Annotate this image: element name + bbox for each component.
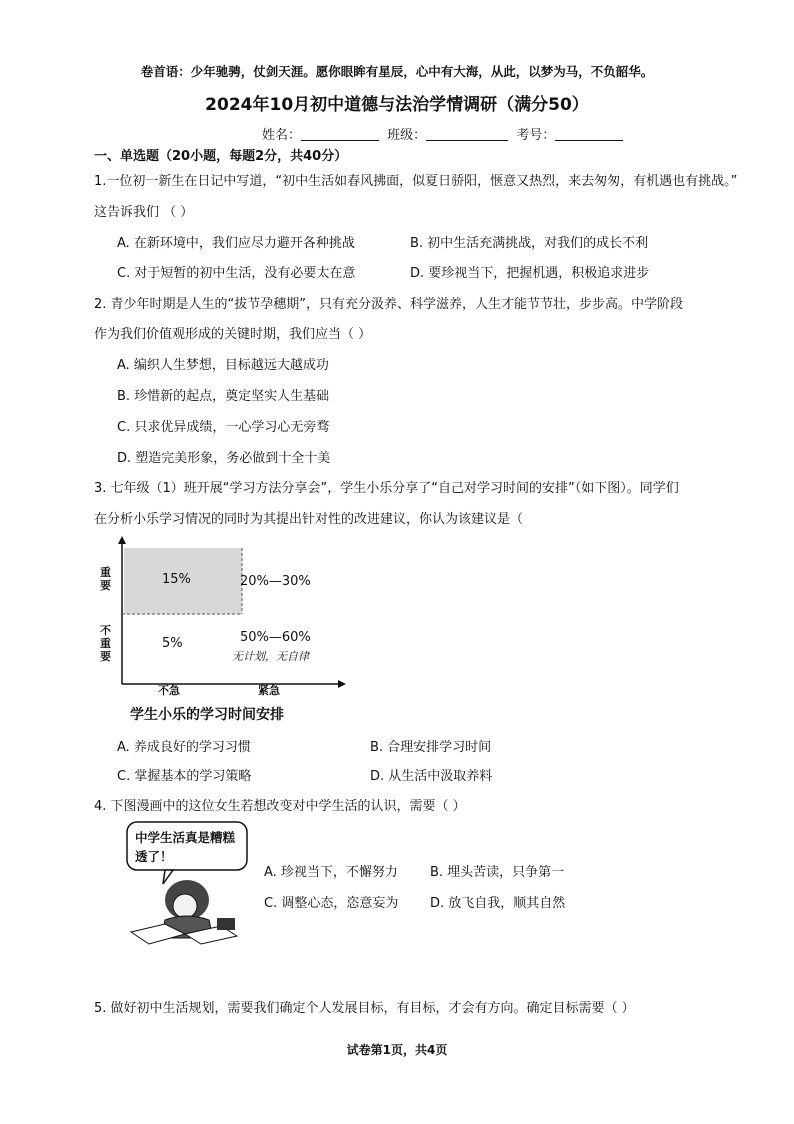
question-3-option-c: C. 掌握基本的学习策略: [117, 769, 252, 784]
y-label-important: 重要: [100, 566, 111, 592]
exam-no-blank[interactable]: [555, 128, 623, 141]
question-3-option-d: D. 从生活中汲取养料: [370, 769, 493, 784]
exam-no-label: 考号：: [516, 128, 556, 143]
x-label-not-urgent: 不急: [158, 684, 180, 697]
question-1-option-d: D. 要珍视当下，把握机遇，积极追求进步: [410, 266, 650, 281]
question-5-stem: 5. 做好初中生活规划，需要我们确定个人发展目标，有目标，才会有方向。确定目标需要（ ）: [94, 1001, 635, 1016]
name-label: 姓名：: [262, 128, 302, 143]
quadrant-bottom-right-note: 无计划，无自律: [232, 650, 309, 663]
y-label-not-important: 不重要: [100, 624, 111, 663]
question-3-option-b: B. 合理安排学习时间: [370, 740, 492, 755]
question-2-option-a: A. 编织人生梦想，目标越远大越成功: [117, 358, 329, 373]
cartoon-girl-image: [125, 820, 255, 950]
quadrant-bottom-right-value: 50%—60%: [240, 630, 311, 645]
question-1-option-b: B. 初中生活充满挑战，对我们的成长不利: [410, 236, 649, 251]
motto: 卷首语：少年驰骋，仗剑天涯。愿你眼眸有星辰，心中有大海，从此，以梦为马，不负韶华。: [140, 64, 654, 79]
section-heading: 一、单选题（20小题，每题2分，共40分）: [94, 149, 348, 164]
x-label-urgent: 紧急: [258, 684, 280, 697]
question-2-stem-line-2: 作为我们价值观形成的关键时期，我们应当（ ）: [94, 327, 372, 342]
question-3-stem-line-2: 在分析小乐学习情况的同时为其提出针对性的改进建议，你认为该建议是（: [94, 512, 524, 527]
question-3-option-a: A. 养成良好的学习习惯: [117, 740, 251, 755]
question-1-option-a: A. 在新环境中，我们应尽力避开各种挑战: [117, 236, 355, 251]
question-2-stem-line-1: 2. 青少年时期是人生的“拔节孕穗期”，只有充分汲养、科学滋养，人生才能节节壮，步步高。中学阶段: [94, 297, 684, 312]
question-2-option-d: D. 塑造完美形象，务必做到十全十美: [117, 451, 331, 466]
student-info-fields: [262, 124, 627, 143]
y-axis-arrow: [118, 536, 126, 544]
question-1-option-c: C. 对于短暂的初中生活，没有必要太在意: [117, 266, 356, 281]
question-4-option-d: D. 放飞自我，顺其自然: [430, 896, 566, 911]
time-management-quadrant-chart: [100, 534, 350, 697]
page-title: 2024年10月初中道德与法治学情调研（满分50）: [205, 95, 589, 115]
question-4-option-b: B. 埋头苦读，只争第一: [430, 865, 565, 880]
class-blank[interactable]: [426, 128, 508, 141]
quadrant-top-right-value: 20%—30%: [240, 574, 311, 589]
quadrant-top-left-value: 15%: [162, 572, 191, 587]
quadrant-bottom-left-value: 5%: [162, 636, 183, 651]
chart-caption: 学生小乐的学习时间安排: [130, 707, 284, 723]
question-2-option-b: B. 珍惜新的起点，奠定坚实人生基础: [117, 389, 330, 404]
question-1-stem-line-1: 1.一位初一新生在日记中写道，“初中生活如春风拂面，似夏日骄阳，惬意又热烈，来去匆匆，有机遇也有挑战。”: [94, 174, 738, 189]
question-4-option-c: C. 调整心态，恣意妄为: [264, 896, 399, 911]
class-label: 班级：: [387, 128, 427, 143]
page-footer: 试卷第1页，共4页: [346, 1043, 448, 1057]
question-3-stem-line-1: 3. 七年级（1）班开展“学习方法分享会”，学生小乐分享了“自己对学习时间的安排”（如下图）。同学们: [94, 481, 679, 496]
question-4-option-a: A. 珍视当下，不懈努力: [264, 865, 398, 880]
speech-bubble-text: 中学生活真是糟糕透了！: [135, 830, 236, 864]
x-axis-arrow: [338, 680, 346, 688]
question-2-option-c: C. 只求优异成绩，一心学习心无旁骛: [117, 420, 330, 435]
question-1-stem-line-2: 这告诉我们 （ ）: [94, 205, 194, 220]
question-4-stem: 4. 下图漫画中的这位女生若想改变对中学生活的认识，需要（ ）: [94, 799, 466, 814]
quadrant-axes-svg: [100, 534, 350, 694]
name-blank[interactable]: [301, 128, 379, 141]
